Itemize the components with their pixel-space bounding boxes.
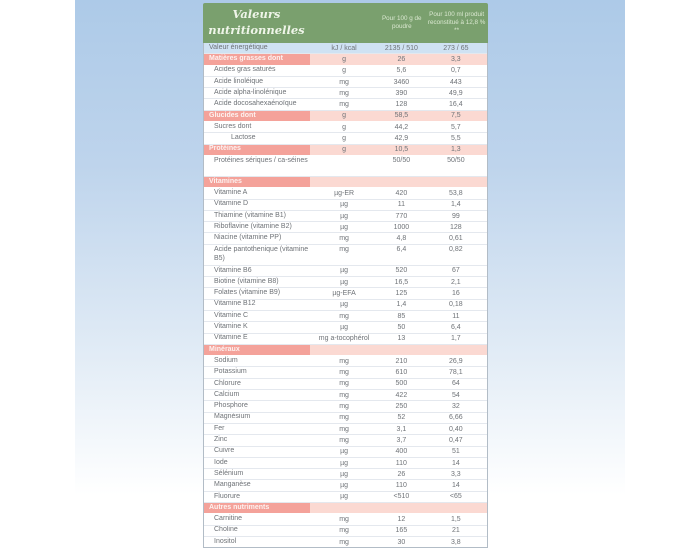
row-value-100ml: 0,82	[449, 246, 463, 254]
row-value-100g: 125	[395, 290, 408, 298]
row-value-100ml: 0,47	[449, 436, 463, 444]
row-label: Minéraux	[204, 345, 310, 355]
row-value-100ml: 6,66	[449, 414, 463, 422]
row-value-100g: 44,2	[394, 123, 409, 131]
row-unit: µg	[340, 201, 349, 209]
col-header-per-100ml: Pour 100 ml produit reconstitué à 12,8 % **	[427, 10, 486, 35]
row-value-100ml: 3,3	[450, 55, 461, 63]
row-value-100g: 5,6	[396, 67, 407, 75]
row-unit: mg	[339, 436, 349, 444]
row-value-100ml: <65	[449, 493, 462, 501]
table-row	[204, 133, 487, 144]
table-row	[204, 526, 487, 537]
row-value-100g: 500	[395, 380, 408, 388]
row-label: Chlorure	[214, 379, 241, 387]
row-value-100ml: 3,3	[450, 470, 461, 478]
row-label: Vitamine B6	[214, 266, 252, 274]
row-value-100ml: 2,1	[450, 278, 461, 286]
row-value-100g: 42,9	[394, 135, 409, 143]
table-row	[204, 211, 487, 222]
table-row	[204, 492, 487, 503]
row-value-100ml: 7,5	[450, 112, 461, 120]
table-row	[204, 288, 487, 299]
row-unit: µg	[340, 493, 349, 501]
col-header-per-100g: Pour 100 g de poudre	[381, 14, 422, 30]
table-row	[204, 300, 487, 311]
row-label: Choline	[214, 526, 238, 534]
row-label: Vitamine C	[214, 311, 249, 319]
table-row	[204, 99, 487, 110]
row-unit: mg	[339, 312, 349, 320]
table-row	[204, 514, 487, 525]
row-unit: µg	[340, 323, 349, 331]
row-unit: mg	[339, 357, 349, 365]
row-value-100ml: 0,40	[449, 425, 463, 433]
row-value-100g: <510	[393, 493, 410, 501]
row-label: Protéines sériques / ca-séines	[214, 157, 308, 165]
row-label: Autres nutriments	[204, 503, 310, 513]
table-row	[204, 413, 487, 424]
row-label: Matières grasses dont	[204, 54, 310, 64]
table-row	[204, 458, 487, 469]
row-unit: mg	[339, 527, 349, 535]
table-row	[204, 345, 487, 356]
row-value-100g: 165	[395, 527, 408, 535]
row-value-100g: 420	[395, 189, 408, 197]
row-value-100g: 210	[395, 357, 408, 365]
row-value-100ml: 11	[452, 312, 460, 320]
row-label: Acide docosahexaénoïque	[214, 100, 297, 108]
row-value-100ml: 21	[451, 527, 460, 535]
row-label: Phosphore	[214, 402, 248, 410]
row-label: Fer	[214, 424, 225, 432]
table-row	[204, 447, 487, 458]
row-value-100g: 110	[395, 482, 407, 490]
row-label: Potassium	[214, 368, 247, 376]
table-row	[204, 88, 487, 99]
row-label: Acide pantothenique (vitamine B5)	[214, 246, 309, 263]
nutrition-table	[203, 3, 488, 548]
row-unit: mg	[339, 414, 349, 422]
table-row	[204, 424, 487, 435]
row-label: Inositol	[214, 537, 237, 545]
row-label: Vitamine K	[214, 323, 248, 331]
row-value-100ml: 51	[451, 448, 460, 456]
table-row	[204, 43, 487, 54]
row-value-100ml: 5,7	[450, 123, 461, 131]
row-label: Cuivre	[214, 447, 235, 455]
row-unit: µg	[340, 459, 349, 467]
row-value-100g: 3460	[393, 78, 410, 86]
row-value-100g: 16,5	[394, 278, 409, 286]
row-value-100ml: 1,3	[450, 146, 461, 154]
row-label: Lactose	[231, 134, 256, 142]
row-unit: g	[342, 135, 347, 143]
table-row	[204, 401, 487, 412]
row-unit: g	[342, 67, 347, 75]
row-unit: mg	[339, 538, 349, 546]
row-label: Valeur énergétique	[209, 43, 268, 51]
row-label: Acide alpha-linolénique	[214, 88, 287, 96]
row-unit: g	[342, 146, 347, 154]
row-value-100ml: 32	[451, 403, 460, 411]
row-value-100g: 3,7	[396, 436, 407, 444]
table-row	[204, 122, 487, 133]
row-unit: µg	[340, 482, 349, 490]
row-value-100ml: 78,1	[449, 369, 463, 377]
row-unit: mg	[339, 246, 349, 254]
row-value-100g: 50	[397, 323, 406, 331]
row-unit: µg-EFA	[332, 290, 356, 298]
row-value-100g: 50/50	[392, 157, 411, 165]
row-unit: kJ / kcal	[331, 44, 357, 52]
row-unit: mg	[339, 515, 349, 523]
row-label: Niacine (vitamine PP)	[214, 234, 282, 242]
table-row	[204, 537, 487, 547]
row-value-100g: 13	[397, 335, 406, 343]
row-unit: mg	[339, 403, 349, 411]
row-unit: g	[342, 55, 347, 63]
row-value-100g: 10,5	[394, 146, 409, 154]
row-value-100ml: 1,5	[450, 515, 461, 523]
table-row	[204, 390, 487, 401]
row-value-100ml: 443	[450, 78, 462, 86]
row-label: Zinc	[214, 436, 228, 444]
row-value-100g: 12	[397, 515, 406, 523]
row-value-100g: 26	[397, 55, 406, 63]
row-unit: g	[342, 112, 347, 120]
row-unit: µg	[340, 267, 349, 275]
row-label: Vitamine A	[214, 189, 248, 197]
row-value-100ml: 0,18	[449, 301, 463, 309]
nutrition-rows	[203, 43, 488, 548]
row-value-100ml: 1,4	[450, 201, 461, 209]
row-value-100ml: 67	[451, 267, 460, 275]
row-value-100ml: 0,7	[450, 67, 461, 75]
row-value-100g: 6,4	[396, 246, 407, 254]
row-value-100ml: 50/50	[447, 157, 465, 165]
row-unit: mg	[339, 425, 349, 433]
table-row	[204, 156, 487, 177]
row-label: Sucres dont	[214, 122, 252, 130]
row-value-100g: 422	[395, 391, 408, 399]
table-row	[204, 245, 487, 266]
row-value-100g: 58,5	[394, 112, 409, 120]
row-value-100ml: 16,4	[449, 101, 463, 109]
row-unit: mg a-tocophérol	[318, 335, 370, 343]
row-value-100g: 1,4	[396, 301, 407, 309]
row-label: Sélénium	[214, 469, 244, 477]
row-value-100ml: 14	[451, 482, 460, 490]
table-row	[204, 503, 487, 514]
row-unit: mg	[339, 380, 349, 388]
row-label: Vitamine B12	[214, 300, 256, 308]
table-row	[204, 322, 487, 333]
row-label: Riboflavine (vitamine B2)	[214, 222, 292, 230]
row-unit: mg	[339, 391, 349, 399]
row-label: Sodium	[214, 356, 238, 364]
row-unit: µg	[340, 301, 349, 309]
row-value-100ml: 26,9	[449, 357, 463, 365]
table-row	[204, 222, 487, 233]
row-unit: mg	[339, 89, 349, 97]
row-label: Acides gras saturés	[214, 66, 276, 74]
row-value-100g: 110	[395, 459, 407, 467]
table-row	[204, 469, 487, 480]
row-value-100ml: 54	[451, 391, 460, 399]
row-value-100ml: 1,7	[450, 335, 461, 343]
row-unit: mg	[339, 78, 349, 86]
row-value-100ml: 6,4	[450, 323, 461, 331]
row-value-100g: 52	[397, 414, 406, 422]
table-row	[204, 334, 487, 345]
nutrition-table-header	[203, 3, 488, 43]
table-row	[204, 200, 487, 211]
unit-column-spacer	[310, 3, 378, 43]
row-unit: µg	[340, 223, 349, 231]
row-value-100ml: 14	[451, 459, 460, 467]
row-label: Carnitine	[214, 515, 243, 523]
row-value-100ml: 53,8	[449, 189, 463, 197]
row-value-100g: 11	[397, 201, 406, 209]
row-unit: µg	[340, 278, 349, 286]
row-value-100g: 128	[395, 101, 408, 109]
row-label: Glucides dont	[204, 111, 310, 121]
row-unit: µg	[340, 212, 349, 220]
row-label: Acide linoléique	[214, 77, 264, 85]
row-value-100g: 2135 / 510	[384, 44, 418, 52]
row-unit: mg	[339, 369, 349, 377]
table-row	[204, 435, 487, 446]
table-row	[204, 379, 487, 390]
row-value-100ml: 3,8	[450, 538, 461, 546]
row-value-100ml: 99	[451, 212, 460, 220]
row-label: Manganèse	[214, 481, 251, 489]
row-value-100ml: 0,61	[449, 235, 463, 243]
row-value-100g: 1000	[393, 223, 410, 231]
row-label: Biotine (vitamine B8)	[214, 277, 279, 285]
table-row	[204, 367, 487, 378]
row-label: Fluorure	[214, 492, 241, 500]
table-row	[204, 266, 487, 277]
row-value-100g: 770	[395, 212, 408, 220]
row-label: Magnésium	[214, 413, 251, 421]
row-unit: mg	[339, 101, 349, 109]
row-value-100ml: 273 / 65	[443, 44, 469, 52]
row-label: Iode	[214, 458, 228, 466]
row-value-100g: 30	[397, 538, 406, 546]
table-row	[204, 188, 487, 199]
row-label: Vitamine D	[214, 200, 249, 208]
row-value-100g: 3,1	[396, 425, 407, 433]
row-label: Protéines	[204, 145, 310, 155]
row-unit: µg	[340, 470, 349, 478]
table-row	[204, 480, 487, 491]
table-row	[204, 277, 487, 288]
row-value-100g: 4,8	[396, 235, 407, 243]
row-label: Vitamine E	[214, 334, 248, 342]
row-value-100g: 610	[395, 369, 408, 377]
table-title: Valeurs nutritionnelles	[208, 7, 305, 37]
table-row	[204, 77, 487, 88]
row-value-100g: 520	[395, 267, 408, 275]
table-row	[204, 54, 487, 65]
row-label: Vitamines	[204, 177, 310, 187]
row-value-100ml: 49,9	[449, 89, 463, 97]
row-value-100ml: 64	[451, 380, 460, 388]
table-row	[204, 177, 487, 188]
row-label: Thiamine (vitamine B1)	[214, 211, 286, 219]
row-label: Calcium	[214, 390, 240, 398]
row-value-100ml: 128	[450, 223, 462, 231]
table-row	[204, 145, 487, 156]
table-row	[204, 111, 487, 122]
row-value-100g: 250	[395, 403, 408, 411]
row-unit: µg-ER	[334, 189, 355, 197]
table-row	[204, 66, 487, 77]
row-unit: g	[342, 123, 347, 131]
row-value-100g: 390	[395, 89, 408, 97]
row-unit: µg	[340, 448, 349, 456]
row-value-100g: 85	[397, 312, 406, 320]
row-value-100ml: 16	[451, 290, 460, 298]
table-row	[204, 356, 487, 367]
row-value-100g: 400	[395, 448, 408, 456]
row-value-100ml: 5,5	[450, 135, 461, 143]
row-unit: mg	[339, 235, 349, 243]
row-value-100g: 26	[397, 470, 406, 478]
table-row	[204, 311, 487, 322]
row-label: Folates (vitamine B9)	[214, 289, 281, 297]
table-row	[204, 233, 487, 244]
